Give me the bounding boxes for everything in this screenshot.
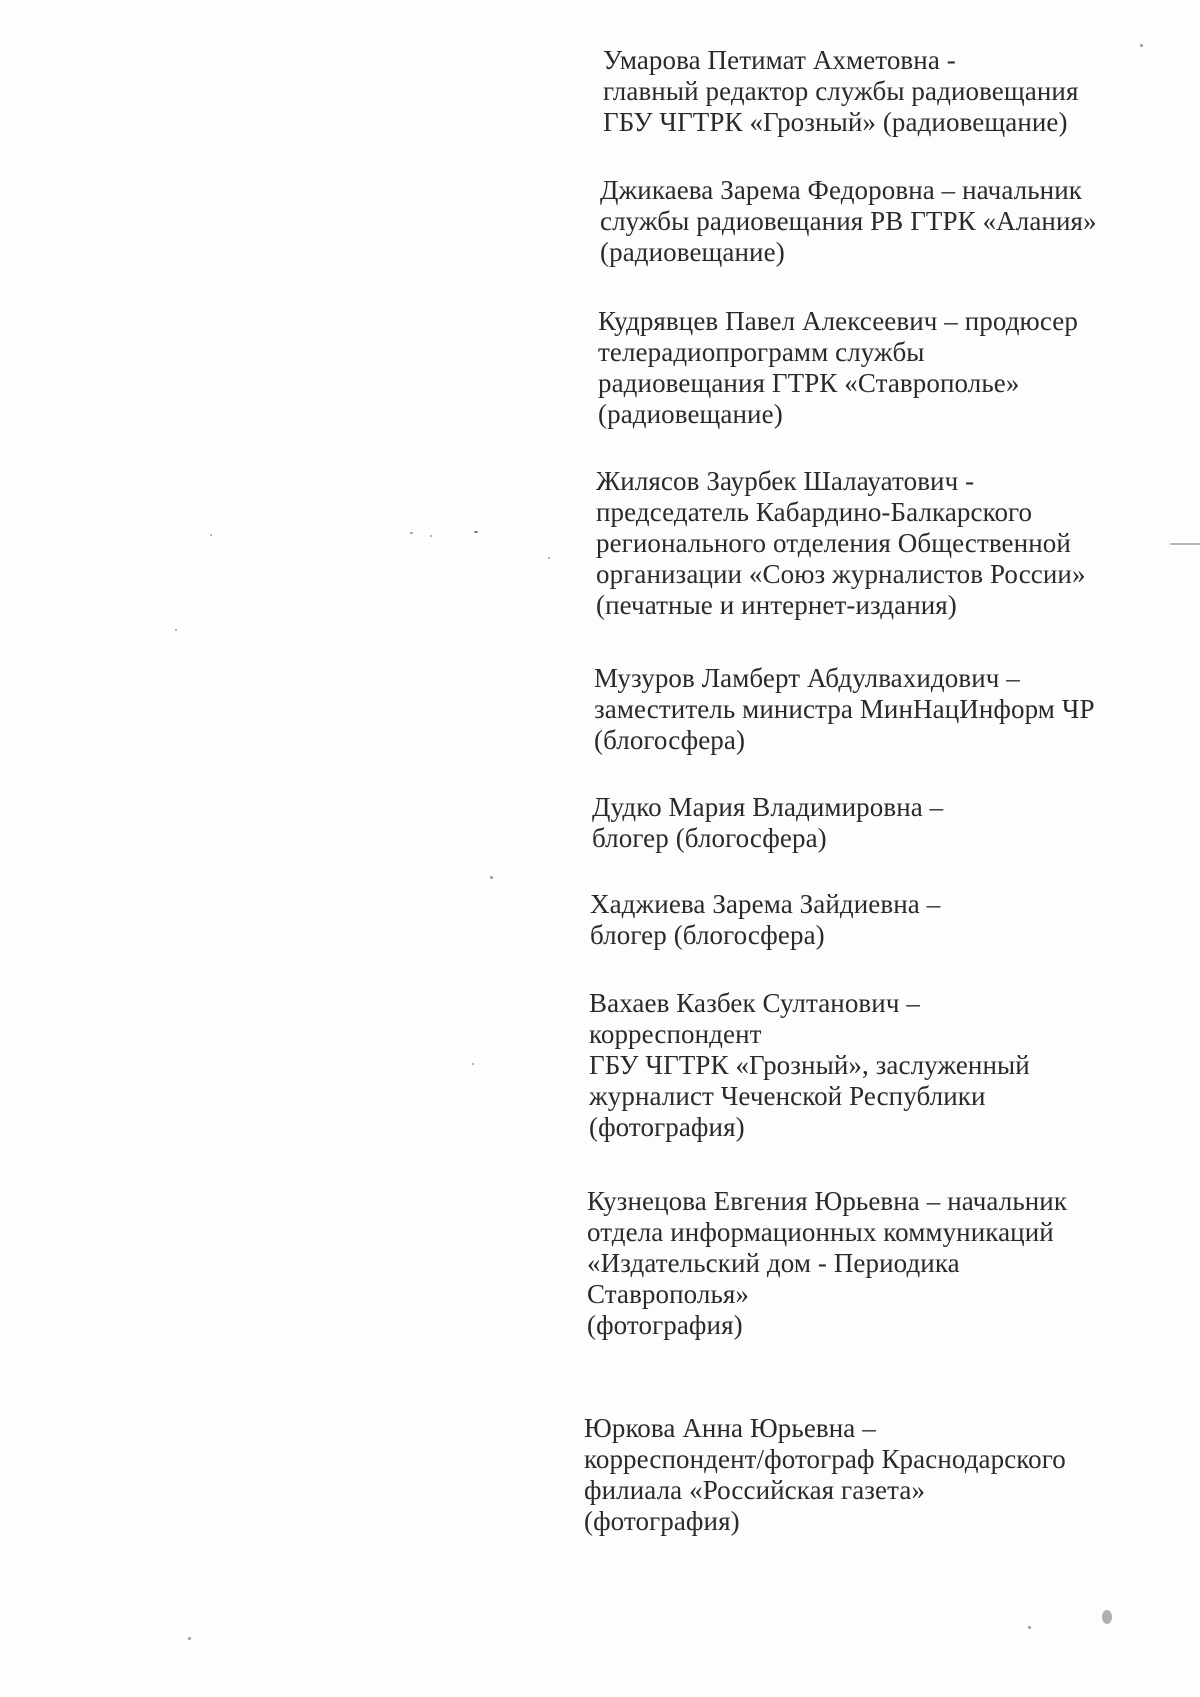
scan-speck xyxy=(410,532,413,534)
scan-speck xyxy=(1028,1626,1031,1629)
scan-speck xyxy=(1140,44,1143,47)
list-item xyxy=(594,663,1154,756)
entry-line: Жилясов Заурбек Шалауатович - xyxy=(596,466,975,496)
list-item xyxy=(598,306,1158,430)
scan-speck xyxy=(188,1637,191,1640)
list-item xyxy=(600,175,1160,268)
entry-line: телерадиопрограмм службы xyxy=(598,337,925,367)
scan-speck xyxy=(474,531,478,533)
scan-speck xyxy=(210,534,212,536)
entry-line: «Издательский дом - Периодика xyxy=(587,1248,960,1278)
entry-line: службы радиовещания РВ ГТРК «Алания» xyxy=(600,206,1097,236)
scan-speck xyxy=(1170,543,1200,545)
entry-line: заместитель министра МинНацИнформ ЧР xyxy=(594,694,1095,724)
entry-line: блогер (блогосфера) xyxy=(590,920,825,950)
entry-line: организации «Союз журналистов России» xyxy=(596,559,1086,589)
entry-line: радиовещания ГТРК «Ставрополье» xyxy=(598,368,1020,398)
entry-line: филиала «Российская газета» xyxy=(584,1475,926,1505)
entry-line: Хаджиева Зарема Зайдиевна – xyxy=(590,889,941,919)
entry-line: (фотография) xyxy=(584,1506,740,1536)
entry-line: Кузнецова Евгения Юрьевна – начальник xyxy=(587,1186,1068,1216)
list-item xyxy=(584,1413,1144,1537)
entry-line: корреспондент xyxy=(589,1019,762,1049)
entry-line: (печатные и интернет-издания) xyxy=(596,590,957,620)
entry-line: Вахаев Казбек Султанович – xyxy=(589,988,920,1018)
entry-line: Ставрополья» xyxy=(587,1279,750,1309)
scan-speck xyxy=(430,535,432,537)
list-item xyxy=(596,466,1156,621)
scan-speck xyxy=(175,629,177,631)
entry-line: ГБУ ЧГТРК «Грозный», заслуженный xyxy=(589,1050,1030,1080)
list-item xyxy=(587,1186,1147,1341)
entry-line: (фотография) xyxy=(587,1310,743,1340)
list-item xyxy=(590,889,1150,951)
entry-line: Джикаева Зарема Федоровна – начальник xyxy=(600,175,1082,205)
entry-line: (радиовещание) xyxy=(598,399,783,429)
entry-line: (блогосфера) xyxy=(594,725,746,755)
entry-line: регионального отделения Общественной xyxy=(596,528,1071,558)
entry-line: Дудко Мария Владимировна – xyxy=(592,792,944,822)
list-item xyxy=(603,45,1163,138)
entry-line: Юркова Анна Юрьевна – xyxy=(584,1413,876,1443)
entry-line: (радиовещание) xyxy=(600,237,785,267)
entry-line: Музуров Ламберт Абдулвахидович – xyxy=(594,663,1020,693)
scan-speck xyxy=(490,876,493,879)
entry-line: журналист Чеченской Республики xyxy=(589,1081,986,1111)
entry-line: ГБУ ЧГТРК «Грозный» (радиовещание) xyxy=(603,107,1068,137)
entry-line: главный редактор службы радиовещания xyxy=(603,76,1079,106)
scan-speck xyxy=(472,1063,474,1065)
entry-line: Умарова Петимат Ахметовна - xyxy=(603,45,956,75)
scan-speck xyxy=(548,557,550,559)
list-item xyxy=(592,792,1152,854)
entry-line: Кудрявцев Павел Алексеевич – продюсер xyxy=(598,306,1078,336)
entry-line: председатель Кабардино-Балкарского xyxy=(596,497,1033,527)
entry-line: блогер (блогосфера) xyxy=(592,823,827,853)
entry-line: (фотография) xyxy=(589,1112,745,1142)
list-item xyxy=(589,988,1149,1143)
entry-line: отдела информационных коммуникаций xyxy=(587,1217,1054,1247)
entry-line: корреспондент/фотограф Краснодарского xyxy=(584,1444,1066,1474)
scan-speck xyxy=(1102,1610,1112,1624)
